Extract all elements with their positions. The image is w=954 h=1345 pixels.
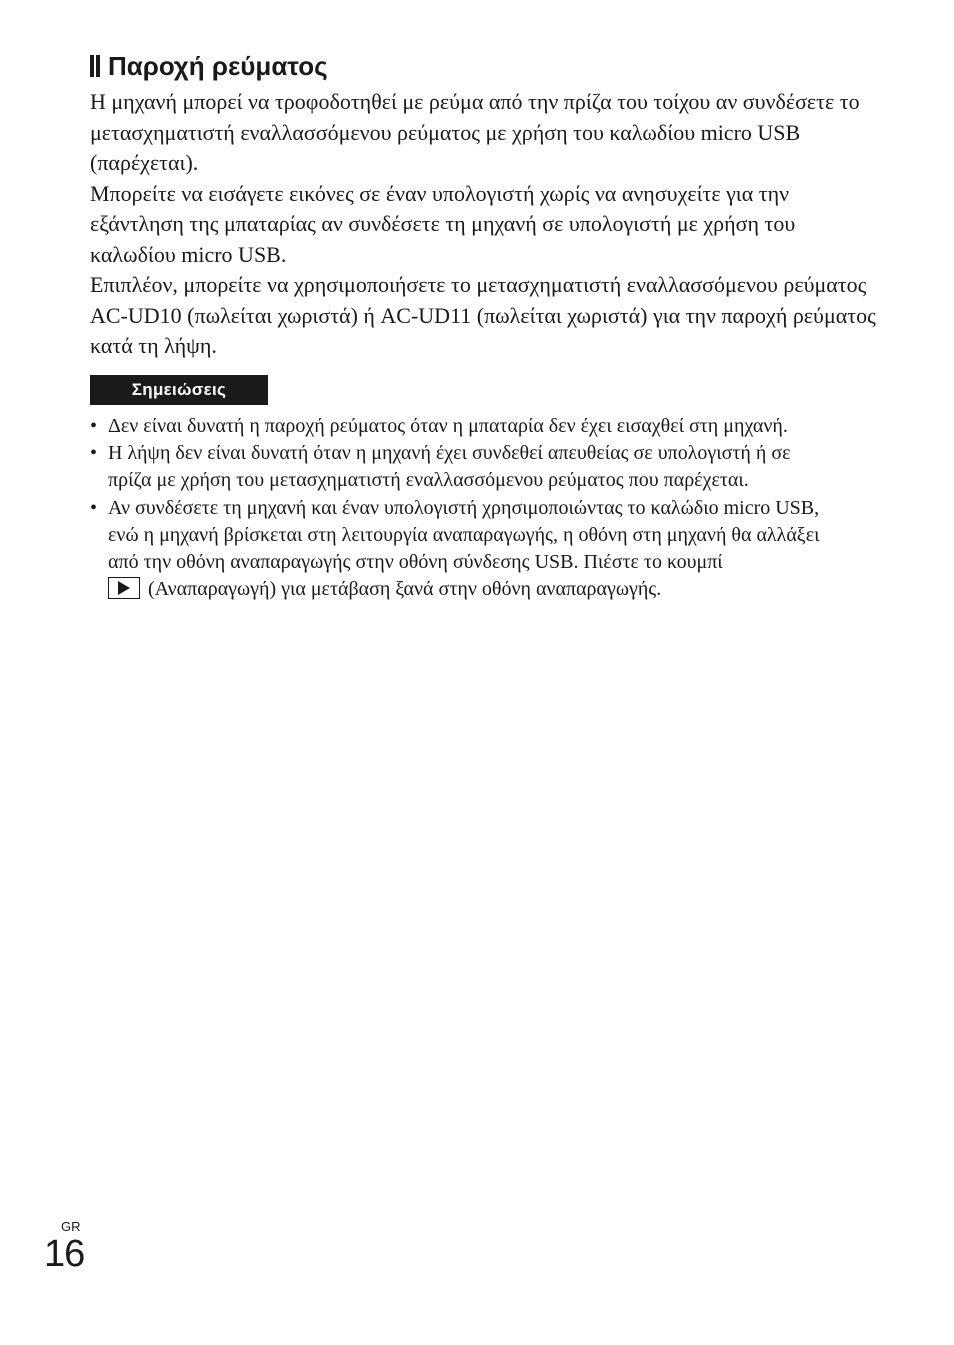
- section-title: Παροχή ρεύματος: [108, 51, 328, 81]
- note-text: Δεν είναι δυνατή η παροχή ρεύματος όταν η μπαταρία δεν έχει εισαχθεί στη μηχανή.: [108, 415, 788, 437]
- language-code: GR: [61, 1219, 81, 1234]
- bullet: •: [90, 415, 98, 437]
- notes-label: Σημειώσεις: [90, 375, 268, 405]
- bullet: •: [90, 496, 98, 519]
- note-text: Αν συνδέσετε τη μηχανή και έναν υπολογιστή χρησιμοποιώντας το καλώδιο micro USB, ενώ η μηχανή βρίσκεται στη λειτουργία αναπαραγωγής, η οθόνη στη μηχανή θα αλλάξει από την οθόνη αναπαραγωγής στην οθόνη σύνδεσης USB. Πιέστε το κουμπί: [108, 496, 820, 574]
- paragraph: Επιπλέον, μπορείτε να χρησιμοποιήσετε το μετασχηματιστή εναλλασσόμενου ρεύματος AC-UD10 (πωλείται χωριστά) ή AC-UD11 (πωλείται χωριστά) για την παροχή ρεύματος κατά τη λήψη.: [90, 272, 876, 358]
- note-item: [90, 413, 830, 440]
- notes-list: [90, 413, 830, 603]
- bullet: •: [90, 442, 98, 465]
- section-heading: [90, 50, 328, 82]
- page-number: 16: [44, 1233, 85, 1275]
- section-body: [90, 87, 880, 362]
- note-text-continuation: (Αναπαραγωγή) για μετάβαση ξανά στην οθόνη αναπαραγωγής.: [148, 578, 662, 601]
- paragraph: Μπορείτε να εισάγετε εικόνες σε έναν υπολογιστή χωρίς να ανησυχείτε για την εξάντληση της μπαταρίας αν συνδέσετε τη μηχανή σε υπολογιστή με χρήση του καλωδίου micro USB.: [90, 180, 796, 267]
- paragraph: Η μηχανή μπορεί να τροφοδοτηθεί με ρεύμα από την πρίζα του τοίχου αν συνδέσετε το μετασχηματιστή εναλλασσόμενου ρεύματος με χρήση του καλωδίου micro USB (παρέχεται).: [90, 89, 860, 175]
- note-item: [90, 440, 830, 494]
- note-text: Η λήψη δεν είναι δυνατή όταν η μηχανή έχει συνδεθεί απευθείας σε υπολογιστή ή σε πρίζα με χρήση του μετασχηματιστή εναλλασσόμενου ρεύματος που παρέχεται.: [108, 442, 791, 492]
- note-item: [90, 495, 830, 604]
- playback-icon: [108, 577, 140, 599]
- heading-marker-icon: [90, 55, 100, 77]
